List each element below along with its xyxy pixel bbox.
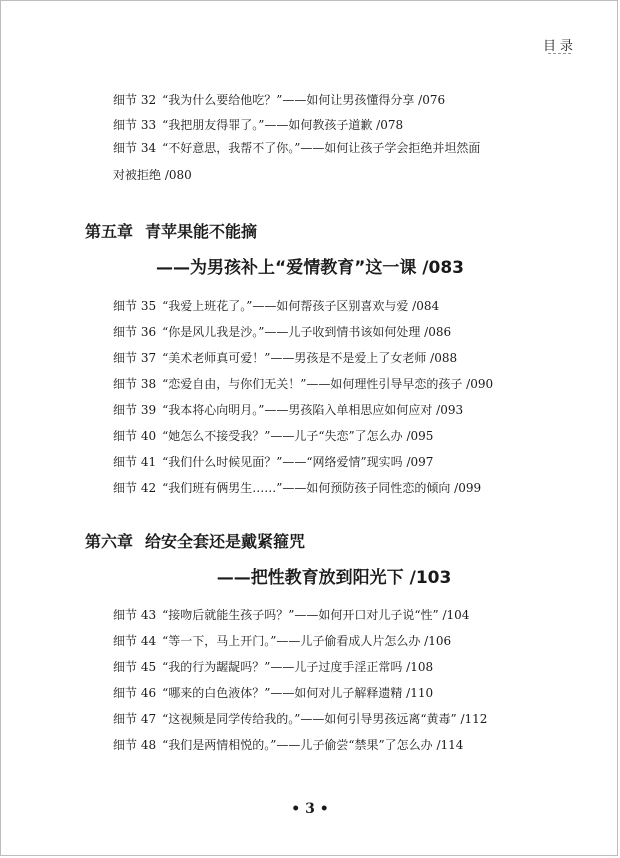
entry-text: “我本将心向明月。”——男孩陷入单相思应如何应对 /093 [162,403,464,417]
toc-entry-32 [113,88,533,113]
entry-label: 细节 48 [113,738,157,752]
entry-text: “我爱上班花了。”——如何帮孩子区别喜欢与爱 /084 [162,299,440,313]
toc-entry-36 [113,320,533,345]
entry-text: “我们是两情相悦的。”——儿子偷尝“禁果”了怎么办 /114 [162,738,464,752]
chapter-subtitle-text: ——为男孩补上“爱情教育”这一课 /083 [156,258,464,278]
toc-entry-37 [113,346,533,371]
toc-entry-42 [113,476,533,501]
toc-entry-45 [113,655,533,680]
entry-label: 细节 42 [113,481,157,495]
chapter-title: 青苹果能不能摘 [145,222,258,241]
entry-text: “等一下，马上开门。”——儿子偷看成人片怎么办 /106 [162,634,452,648]
toc-entry-43 [113,603,533,628]
entry-label: 细节 36 [113,325,157,339]
chapter-number: 第五章 [85,222,134,241]
running-header [543,35,577,61]
entry-label: 细节 40 [113,429,157,443]
entry-text: “接吻后就能生孩子吗？”——如何开口对儿子说“性” /104 [162,608,470,622]
entry-text: “你是风儿我是沙。”——儿子收到情书该如何处理 /086 [162,325,452,339]
toc-entry-34 [113,135,489,189]
toc-entry-41 [113,450,533,475]
entry-text: “这视频是同学传给我的。”——如何引导男孩远离“黄毒” /112 [162,712,488,726]
entry-text: “我们什么时候见面？”——“网络爱情”现实吗 /097 [162,455,434,469]
toc-entry-39 [113,398,533,423]
chapter-subtitle-text: ——把性教育放到阳光下 /103 [216,568,452,588]
toc-entry-38 [113,372,533,397]
entry-label: 细节 45 [113,660,157,674]
entry-label: 细节 38 [113,377,157,391]
toc-entry-35 [113,294,533,319]
entry-text: “美术老师真可爱！”——男孩是不是爱上了女老师 /088 [162,351,458,365]
entry-text: “我为什么要给他吃？”——如何让男孩懂得分享 /076 [162,93,446,107]
entry-label: 细节 39 [113,403,157,417]
entry-label: 细节 32 [113,93,157,107]
header-title: 目录 [542,39,577,54]
entry-label: 细节 46 [113,686,157,700]
entry-label: 细节 34 [113,141,157,155]
entry-label: 细节 44 [113,634,157,648]
entry-label: 细节 37 [113,351,157,365]
entry-text: “我把朋友得罪了。”——如何教孩子道歉 /078 [162,118,404,132]
entry-text: “她怎么不接受我？”——儿子“失恋”了怎么办 /095 [162,429,434,443]
chapter-number: 第六章 [85,532,134,551]
chapter-subtitle-6 [25,563,620,588]
entry-text: “不好意思，我帮不了你。”——如何让孩子学会拒绝并坦然面对被拒绝 /080 [113,141,481,182]
entry-text: “我的行为龌龊吗？”——儿子过度手淫正常吗 /108 [162,660,434,674]
header-ornament: ˜˜˜˜˜ [547,52,573,61]
entry-label: 细节 35 [113,299,157,313]
chapter-heading-5 [85,219,257,242]
entry-label: 细节 47 [113,712,157,726]
chapter-subtitle-5 [1,253,619,278]
entry-text: “恋爱自由，与你们无关！”——如何理性引导早恋的孩子 /090 [162,377,494,391]
toc-entry-44 [113,629,533,654]
entry-text: “我们班有俩男生……”——如何预防孩子同性恋的倾向 /099 [162,481,482,495]
entry-label: 细节 43 [113,608,157,622]
toc-entry-40 [113,424,533,449]
entry-label: 细节 33 [113,118,157,132]
chapter-heading-6 [85,529,305,552]
chapter-title: 给安全套还是戴紧箍咒 [145,532,306,551]
toc-entry-48 [113,733,533,758]
page-number: • 3 • [291,801,329,817]
entry-label: 细节 41 [113,455,157,469]
toc-entry-47 [113,707,533,732]
toc-entry-46 [113,681,533,706]
entry-text: “哪来的白色液体？”——如何对儿子解释遗精 /110 [162,686,434,700]
